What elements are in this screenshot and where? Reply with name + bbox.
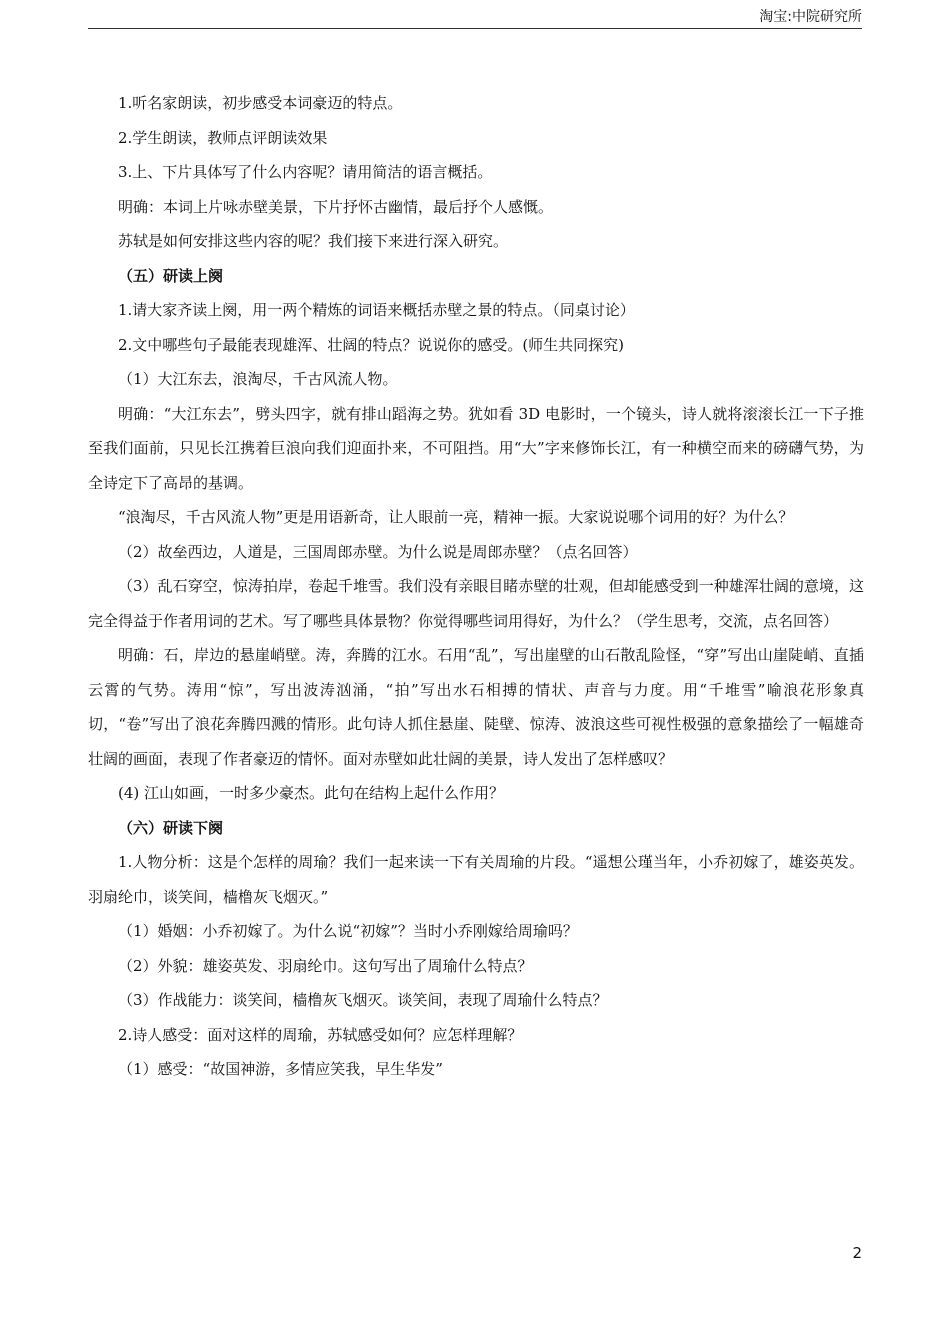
paragraph: （2）外貌：雄姿英发、羽扇纶巾。这句写出了周瑜什么特点？ [118,956,533,975]
document-body [88,86,864,1087]
section-heading: （五）研读上阕 [118,266,224,285]
paragraph: (4) 江山如画，一时多少豪杰。此句在结构上起什么作用？ [118,784,505,802]
header-title: 淘宝:中院研究所 [759,9,862,25]
paragraph: （1）感受：“故国神游，多情应笑我，早生华发” [118,1060,443,1078]
paragraph: 1.听名家朗读，初步感受本词豪迈的特点。 [118,94,403,112]
paragraph: 明确：“大江东去”，劈头四字，就有排山蹈海之势。犹如看 3D 电影时，一个镜头，诗人就将滚滚长江一下子推至我们面前，只见长江携着巨浪向我们迎面扑来，不可阻挡。用“大”字来修饰长江，有一种横空而来的磅礴气势，为全诗定下了高昂的基调。 [88,404,864,492]
paragraph: 2.诗人感受：面对这样的周瑜，苏轼感受如何？应怎样理解？ [118,1025,523,1044]
paragraph: 3.上、下片具体写了什么内容呢？请用简洁的语言概括。 [118,163,493,181]
paragraph: 明确：石，岸边的悬崖峭壁。涛，奔腾的江水。石用“乱”，写出崖壁的山石散乱险怪，“穿”写出山崖陡峭、直插云霄的气势。涛用“惊”，写出波涛汹涌，“拍”写出水石相搏的情状、声音与力度。用“千堆雪”喻浪花形象真切，“卷”写出了浪花奔腾四溅的情形。此句诗人抓住悬崖、陡壁、惊涛、波浪这些可视性极强的意象描绘了一幅雄奇壮阔的画面，表现了作者豪迈的情怀。面对赤壁如此壮阔的美景，诗人发出了怎样感叹？ [88,646,864,768]
paragraph: （3）乱石穿空，惊涛拍岸，卷起千堆雪。我们没有亲眼目睹赤壁的壮观，但却能感受到一种雄浑壮阔的意境，这完全得益于作者用词的艺术。写了哪些具体景物？你觉得哪些词用得好，为什么？（学生思考，交流，点名回答） [88,577,864,630]
paragraph: 2.文中哪些句子最能表现雄浑、壮阔的特点？说说你的感受。(师生共同探究) [118,335,625,354]
section-heading: （六）研读下阕 [118,818,224,837]
paragraph: 1.请大家齐读上阕，用一两个精炼的词语来概括赤壁之景的特点。（同桌讨论） [118,301,635,319]
paragraph: （3）作战能力：谈笑间，樯橹灰飞烟灭。谈笑间，表现了周瑜什么特点？ [118,991,608,1009]
header-divider [88,28,862,29]
paragraph: 明确：本词上片咏赤壁美景，下片抒怀古幽情，最后抒个人感慨。 [118,197,554,216]
paragraph: （1）婚姻：小乔初嫁了。为什么说“初嫁”？当时小乔刚嫁给周瑜吗？ [118,922,578,940]
paragraph: 苏轼是如何安排这些内容的呢？我们接下来进行深入研究。 [118,232,509,250]
paragraph: （2）故垒西边，人道是，三国周郎赤壁。为什么说是周郎赤壁？（点名回答） [118,542,638,561]
paragraph: “浪淘尽，千古风流人物”更是用语新奇，让人眼前一亮，精神一振。大家说说哪个词用的好？为什么？ [118,508,794,526]
paragraph: （1）大江东去，浪淘尽，千古风流人物。 [118,370,398,388]
paragraph: 2.学生朗读，教师点评朗读效果 [118,128,328,147]
page-number: 2 [852,1244,862,1262]
paragraph: 1.人物分析：这是个怎样的周瑜？我们一起来读一下有关周瑜的片段。“遥想公瑾当年，小乔初嫁了，雄姿英发。羽扇纶巾，谈笑间，樯橹灰飞烟灭。” [88,853,864,906]
